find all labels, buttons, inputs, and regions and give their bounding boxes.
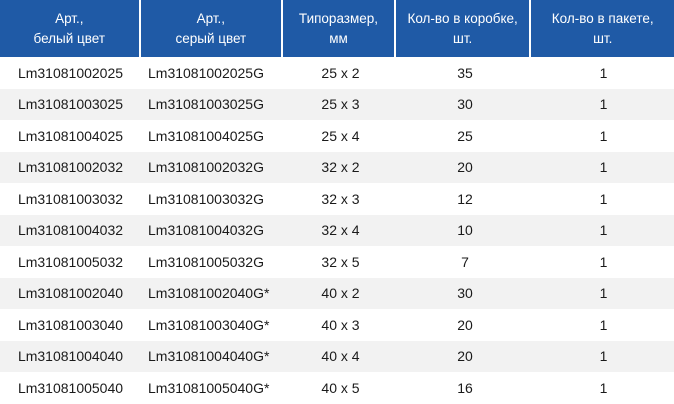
- table-row: [0, 278, 674, 310]
- art-white-cell: Lm31081004032: [17, 222, 124, 239]
- size-cell: 40 x 2: [321, 285, 360, 302]
- art-white-cell: Lm31081004040: [17, 348, 124, 365]
- size-cell: 25 x 2: [321, 64, 360, 81]
- qty-box-cell: 25: [457, 127, 473, 144]
- art-white-cell: Lm31081002032: [17, 159, 124, 176]
- table-body: [0, 57, 674, 404]
- size-cell: 40 x 3: [321, 316, 360, 333]
- qty-box-cell: 7: [461, 253, 469, 270]
- art-gray-cell: Lm31081003032G: [148, 190, 264, 207]
- qty-box-cell: 20: [457, 348, 473, 365]
- art-gray-cell: Lm31081005040G*: [148, 379, 270, 396]
- header-qty-box: Кол-во в коробке, шт.: [396, 0, 530, 57]
- art-gray-cell: Lm31081003025G: [148, 96, 264, 113]
- qty-box-cell: 20: [457, 159, 473, 176]
- table-row: [0, 89, 674, 121]
- size-cell: 32 x 2: [321, 159, 360, 176]
- qty-pack-cell: 1: [599, 159, 608, 176]
- qty-box-cell: 20: [457, 316, 473, 333]
- art-gray-cell: Lm31081002025G: [148, 64, 264, 81]
- art-white-cell: Lm31081002025: [17, 64, 124, 81]
- table-row: [0, 372, 674, 404]
- qty-pack-cell: 1: [599, 379, 608, 396]
- qty-box-cell: 12: [457, 190, 473, 207]
- qty-box-cell: 10: [457, 222, 473, 239]
- qty-pack-cell: 1: [599, 253, 608, 270]
- art-gray-cell: Lm31081003040G*: [148, 316, 270, 333]
- header-art-gray: Арт., серый цвет: [141, 0, 282, 57]
- qty-box-cell: 35: [457, 64, 473, 81]
- art-gray-cell: Lm31081005032G: [148, 253, 264, 270]
- art-white-cell: Lm31081003032: [17, 190, 124, 207]
- qty-pack-cell: 1: [599, 127, 608, 144]
- art-white-cell: Lm31081003025: [17, 96, 124, 113]
- size-cell: 25 x 3: [321, 96, 360, 113]
- qty-pack-cell: 1: [599, 222, 608, 239]
- header-size: Типоразмер, мм: [283, 0, 394, 57]
- table-header: [0, 0, 674, 57]
- table-row: [0, 246, 674, 278]
- art-gray-cell: Lm31081002040G*: [148, 285, 270, 302]
- table-row: [0, 341, 674, 373]
- qty-box-cell: 16: [457, 379, 473, 396]
- art-white-cell: Lm31081004025: [17, 127, 124, 144]
- size-cell: 32 x 5: [321, 253, 360, 270]
- size-cell: 32 x 3: [321, 190, 360, 207]
- table-row: [0, 215, 674, 247]
- art-white-cell: Lm31081002040: [17, 285, 124, 302]
- header-art-white: Арт., белый цвет: [0, 0, 139, 57]
- table-row: [0, 120, 674, 152]
- qty-box-cell: 30: [457, 96, 473, 113]
- art-white-cell: Lm31081003040: [17, 316, 124, 333]
- table-row: [0, 57, 674, 89]
- qty-pack-cell: 1: [599, 96, 608, 113]
- art-white-cell: Lm31081005032: [17, 253, 124, 270]
- table-row: [0, 152, 674, 184]
- header-qty-pack: Кол-во в пакете, шт.: [531, 0, 674, 57]
- art-gray-cell: Lm31081004032G: [148, 222, 264, 239]
- size-cell: 40 x 4: [321, 348, 360, 365]
- art-gray-cell: Lm31081004040G*: [148, 348, 270, 365]
- qty-pack-cell: 1: [599, 285, 608, 302]
- table-row: [0, 309, 674, 341]
- qty-pack-cell: 1: [599, 190, 608, 207]
- art-gray-cell: Lm31081002032G: [148, 159, 264, 176]
- art-white-cell: Lm31081005040: [17, 379, 124, 396]
- size-cell: 40 x 5: [321, 379, 360, 396]
- size-cell: 32 x 4: [321, 222, 360, 239]
- table-row: [0, 183, 674, 215]
- qty-pack-cell: 1: [599, 348, 608, 365]
- size-cell: 25 x 4: [321, 127, 360, 144]
- qty-pack-cell: 1: [599, 64, 608, 81]
- qty-box-cell: 30: [457, 285, 473, 302]
- art-gray-cell: Lm31081004025G: [148, 127, 264, 144]
- qty-pack-cell: 1: [599, 316, 608, 333]
